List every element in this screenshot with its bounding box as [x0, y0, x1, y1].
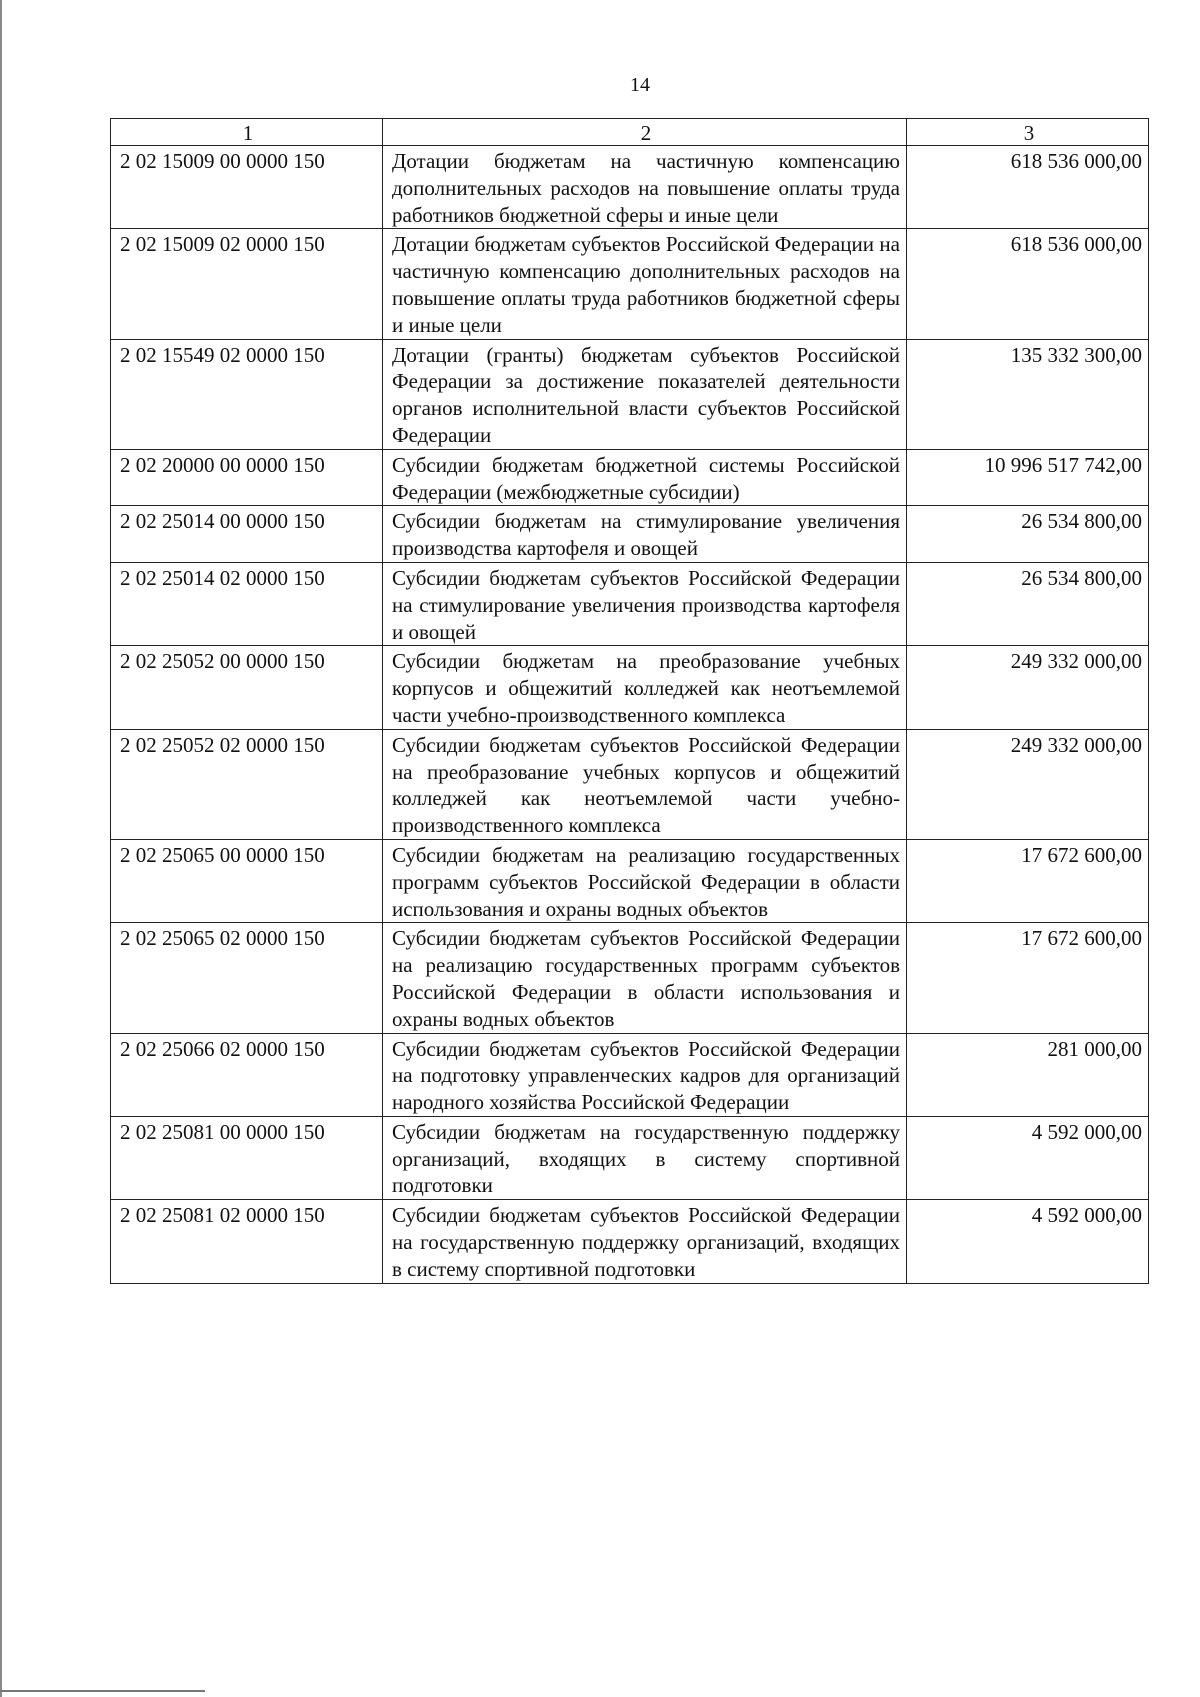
- table-row: [111, 449, 1149, 506]
- table-row: [111, 506, 1149, 563]
- budget-code-cell: 2 02 15009 02 0000 150: [111, 229, 383, 339]
- amount-cell: 135 332 300,00: [907, 339, 1149, 449]
- description-cell: Субсидии бюджетам на реализацию государственных программ субъектов Российской Федерации в области использования и охраны водных объектов: [383, 839, 907, 922]
- amount-cell: 4 592 000,00: [907, 1200, 1149, 1283]
- description-cell: Субсидии бюджетам субъектов Российской Федерации на стимулирование увеличения производства картофеля и овощей: [383, 562, 907, 645]
- table-row: [111, 339, 1149, 449]
- description-cell: Субсидии бюджетам бюджетной системы Российской Федерации (межбюджетные субсидии): [383, 449, 907, 506]
- description-cell: Субсидии бюджетам субъектов Российской Федерации на государственную поддержку организаций, входящих в систему спортивной подготовки: [383, 1200, 907, 1283]
- description-cell: Субсидии бюджетам на стимулирование увеличения производства картофеля и овощей: [383, 506, 907, 563]
- description-cell: Субсидии бюджетам субъектов Российской Федерации на реализацию государственных программ субъектов Российской Федерации в области использования и охраны водных объектов: [383, 923, 907, 1033]
- amount-cell: 26 534 800,00: [907, 562, 1149, 645]
- table-row: [111, 646, 1149, 729]
- budget-code-cell: 2 02 25081 02 0000 150: [111, 1200, 383, 1283]
- description-cell: Субсидии бюджетам на государственную поддержку организаций, входящих в систему спортивной подготовки: [383, 1116, 907, 1199]
- table-row: [111, 1200, 1149, 1283]
- scan-edge-left: [0, 0, 2, 1697]
- amount-cell: 618 536 000,00: [907, 146, 1149, 229]
- budget-code-cell: 2 02 25065 02 0000 150: [111, 923, 383, 1033]
- budget-code-cell: 2 02 25052 00 0000 150: [111, 646, 383, 729]
- table-row: [111, 562, 1149, 645]
- column-header-description: 2: [383, 119, 907, 146]
- amount-cell: 249 332 000,00: [907, 646, 1149, 729]
- budget-code-cell: 2 02 25065 00 0000 150: [111, 839, 383, 922]
- table-row: [111, 229, 1149, 339]
- column-header-amount: 3: [907, 119, 1149, 146]
- column-header-code: 1: [111, 119, 383, 146]
- amount-cell: 17 672 600,00: [907, 839, 1149, 922]
- amount-cell: 17 672 600,00: [907, 923, 1149, 1033]
- budget-code-cell: 2 02 25052 02 0000 150: [111, 729, 383, 839]
- description-cell: Субсидии бюджетам на преобразование учебных корпусов и общежитий колледжей как неотъемлемой части учебно-производственного комплекса: [383, 646, 907, 729]
- table-row: [111, 146, 1149, 229]
- budget-code-cell: 2 02 25014 02 0000 150: [111, 562, 383, 645]
- amount-cell: 26 534 800,00: [907, 506, 1149, 563]
- table-header-row: [111, 119, 1149, 146]
- budget-code-cell: 2 02 25066 02 0000 150: [111, 1033, 383, 1116]
- budget-code-cell: 2 02 15549 02 0000 150: [111, 339, 383, 449]
- budget-code-cell: 2 02 20000 00 0000 150: [111, 449, 383, 506]
- description-cell: Дотации бюджетам на частичную компенсацию дополнительных расходов на повышение оплаты труда работников бюджетной сферы и иные цели: [383, 146, 907, 229]
- amount-cell: 10 996 517 742,00: [907, 449, 1149, 506]
- description-cell: Дотации (гранты) бюджетам субъектов Российской Федерации за достижение показателей деятельности органов исполнительной власти субъектов Российской Федерации: [383, 339, 907, 449]
- budget-code-cell: 2 02 15009 00 0000 150: [111, 146, 383, 229]
- scan-edge-bottom: [0, 1690, 205, 1692]
- amount-cell: 281 000,00: [907, 1033, 1149, 1116]
- description-cell: Дотации бюджетам субъектов Российской Федерации на частичную компенсацию дополнительных расходов на повышение оплаты труда работников бюджетной сферы и иные цели: [383, 229, 907, 339]
- table-row: [111, 729, 1149, 839]
- table-row: [111, 1116, 1149, 1199]
- amount-cell: 618 536 000,00: [907, 229, 1149, 339]
- description-cell: Субсидии бюджетам субъектов Российской Федерации на преобразование учебных корпусов и общежитий колледжей как неотъемлемой части учебно-производственного комплекса: [383, 729, 907, 839]
- amount-cell: 249 332 000,00: [907, 729, 1149, 839]
- amount-cell: 4 592 000,00: [907, 1116, 1149, 1199]
- table-row: [111, 923, 1149, 1033]
- budget-code-cell: 2 02 25081 00 0000 150: [111, 1116, 383, 1199]
- page-number: 14: [630, 74, 650, 96]
- table-row: [111, 839, 1149, 922]
- description-cell: Субсидии бюджетам субъектов Российской Федерации на подготовку управленческих кадров для организаций народного хозяйства Российской Федерации: [383, 1033, 907, 1116]
- budget-revenue-table: [110, 118, 1149, 1284]
- budget-code-cell: 2 02 25014 00 0000 150: [111, 506, 383, 563]
- table-row: [111, 1033, 1149, 1116]
